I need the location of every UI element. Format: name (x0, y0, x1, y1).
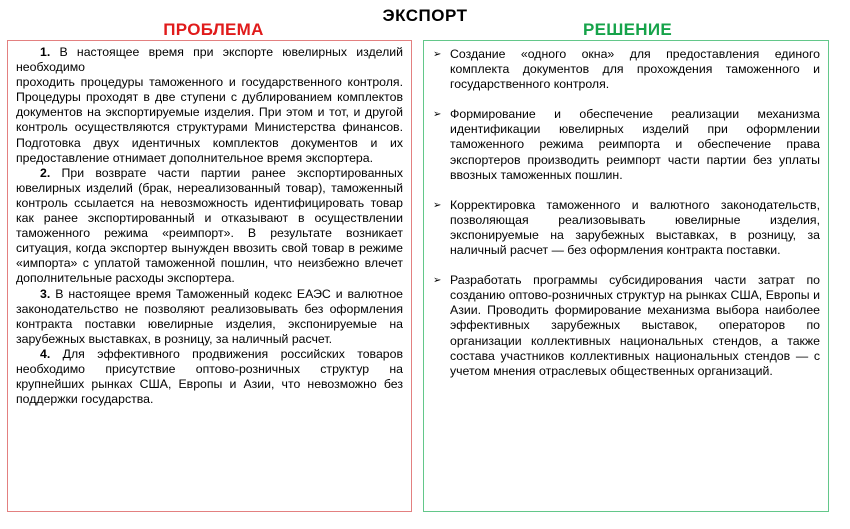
arrow-bullet-icon: ➢ (433, 275, 442, 287)
problem-item-text: При возврате части партии ранее экспортированных ювелирных изделий (брак, нереализованный товар), таможенный контроль ссылается на невозможность идентифицировать товар как ранее экспортированный и отказывают в осуществлении таможенного режима «реимпорт». В результате возникает ситуация, когда экспортер вынужден ввозить свой товар в режиме «импорта» с уплатой таможенной пошлин, что неизбежно влечет дополнительные расходы экспортера. (16, 165, 403, 286)
solution-item-1 (432, 47, 820, 92)
solution-heading: РЕШЕНИЕ (582, 20, 673, 39)
solution-item-2 (432, 107, 820, 182)
problem-item-text-continued: проходить процедуры таможенного и государственного контроля. Процедуры проходят в две ступени с дублированием комплектов документов на экспортируемые изделия. При этом и тот, и другой контроль осуществляются структурами Министерства финансов. Подготовка двух идентичных комплектов документов и их предоставление отнимает дополнительное время экспортера. (16, 75, 403, 165)
solution-item-text: Формирование и обеспечение реализации механизма идентификации ювелирных изделий при оформлении таможенного режима реимпорта и обеспечение права экспортеров производить реимпорт части партии без уплаты ввозных таможенных пошлин. (450, 107, 820, 182)
problem-item-2 (16, 166, 403, 287)
arrow-bullet-icon: ➢ (433, 109, 442, 121)
solution-item-4 (432, 273, 820, 379)
problem-item-text: Для эффективного продвижения российских товаров необходимо присутствие оптово-розничных структур на крупнейших рынках США, Европы и Азии, что невозможно без поддержки государства. (16, 346, 403, 407)
page-title: ЭКСПОРТ (382, 6, 468, 25)
problem-item-number: 1. (40, 45, 51, 59)
arrow-bullet-icon: ➢ (433, 199, 442, 211)
problem-item-number: 4. (40, 346, 51, 361)
problem-item-3 (16, 287, 403, 347)
arrow-bullet-icon: ➢ (433, 49, 442, 60)
solution-item-3 (432, 198, 820, 258)
problem-panel (7, 40, 412, 512)
problem-item-number: 2. (40, 165, 51, 180)
problem-item-4 (16, 347, 403, 407)
problem-item-text: В настоящее время при экспорте ювелирных изделий необходимо (16, 45, 403, 75)
solution-item-text: Корректировка таможенного и валютного законодательств, позволяющая реализовывать ювелирные изделия, экспонируемые на зарубежных выставках, в розницу, за наличный расчет — без оформления контракта поставки. (450, 197, 820, 258)
solution-item-text: Разработать программы субсидирования части затрат по созданию оптово-розничных структур на рынках США, Европы и Азии. Проводить формирование механизма выбора наиболее эффективных зарубежных выставок, операторов по организации коллективных национальных стендов, а также состава участников коллективных национальных стендов — с учетом мнения отраслевых общественных организаций. (450, 273, 820, 378)
solution-panel (423, 40, 829, 512)
problem-item-1 (16, 45, 403, 166)
solution-item-text: Создание «одного окна» для предоставления единого комплекта документов для прохождения таможенного и государственного контроля. (450, 47, 820, 92)
solution-list (432, 47, 820, 379)
problem-item-text: В настоящее время Таможенный кодекс ЕАЭС и валютное законодательство не позволяют реализовывать без оформления контракта поставки ювелирные изделия, экспонируемые на зарубежных выставках, в розницу, за наличный расчет. (16, 286, 403, 346)
problem-heading: ПРОБЛЕМА (163, 20, 264, 39)
problem-item-number: 3. (40, 286, 51, 301)
